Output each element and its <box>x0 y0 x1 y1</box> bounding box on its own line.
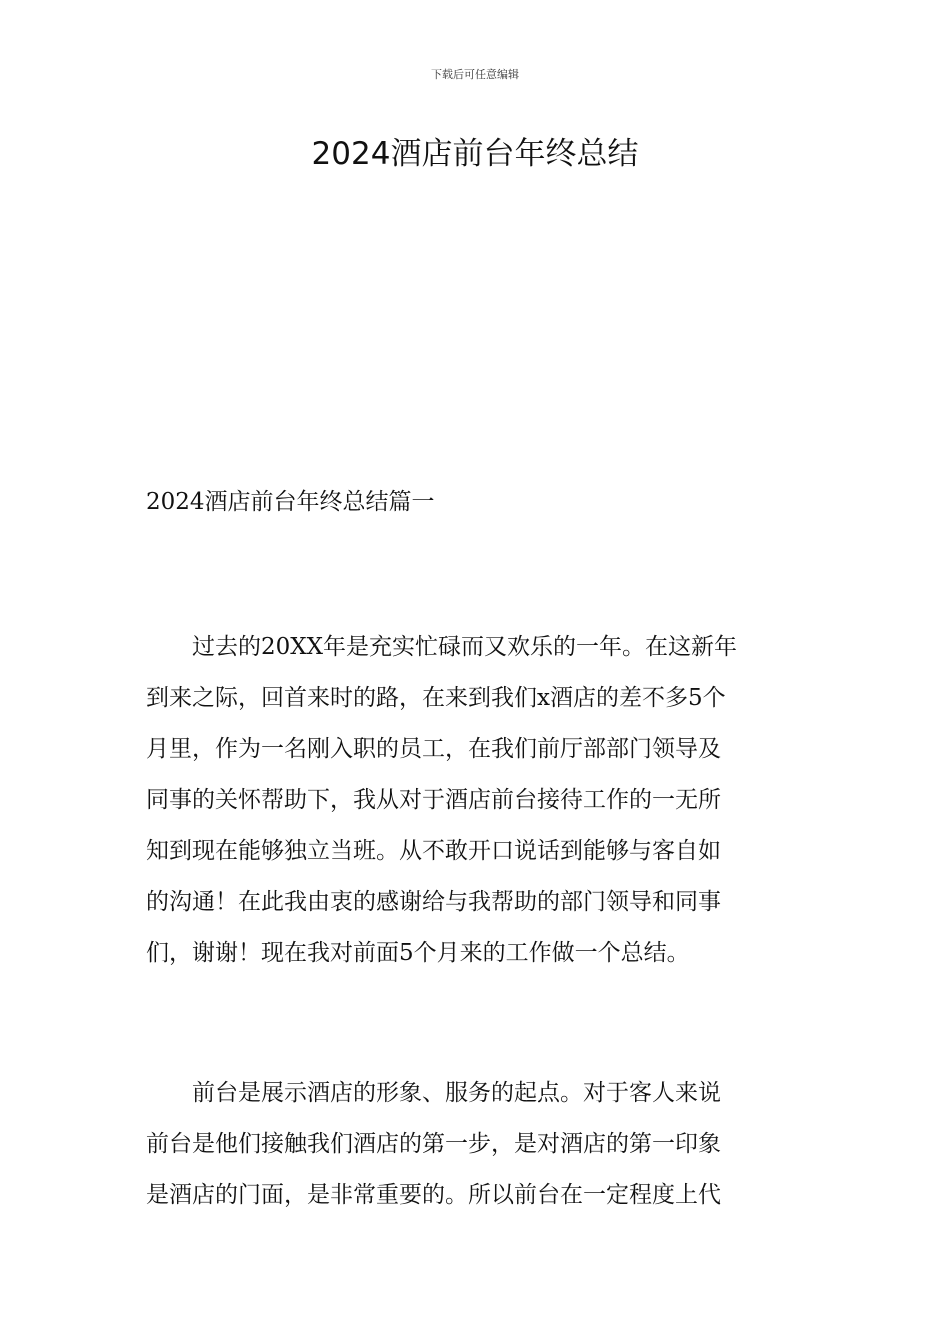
paragraph-line: 过去的20XX年是充实忙碌而又欢乐的一年。在这新年 <box>192 634 738 660</box>
paragraph-line: 前台是展示酒店的形象、服务的起点。对于客人来说 <box>192 1080 721 1106</box>
header-note: 下载后可任意编辑 <box>431 68 519 81</box>
paragraph-line: 是酒店的门面，是非常重要的。所以前台在一定程度上代 <box>146 1182 721 1208</box>
paragraph-line: 到来之际，回首来时的路，在来到我们x酒店的差不多5个 <box>146 685 726 711</box>
paragraph-line: 同事的关怀帮助下，我从对于酒店前台接待工作的一无所 <box>146 787 721 813</box>
document-title: 2024酒店前台年终总结 <box>311 136 639 172</box>
paragraph-line: 的沟通！在此我由衷的感谢给与我帮助的部门领导和同事 <box>146 889 721 915</box>
paragraph-line: 们，谢谢！现在我对前面5个月来的工作做一个总结。 <box>146 940 690 966</box>
paragraph-1 <box>146 622 808 979</box>
section-heading: 2024酒店前台年终总结篇一 <box>146 489 435 515</box>
paragraph-line: 月里，作为一名刚入职的员工，在我们前厅部部门领导及 <box>146 736 721 762</box>
paragraph-line: 前台是他们接触我们酒店的第一步，是对酒店的第一印象 <box>146 1131 721 1157</box>
paragraph-line: 知到现在能够独立当班。从不敢开口说话到能够与客自如 <box>146 838 721 864</box>
paragraph-2 <box>146 1068 808 1221</box>
